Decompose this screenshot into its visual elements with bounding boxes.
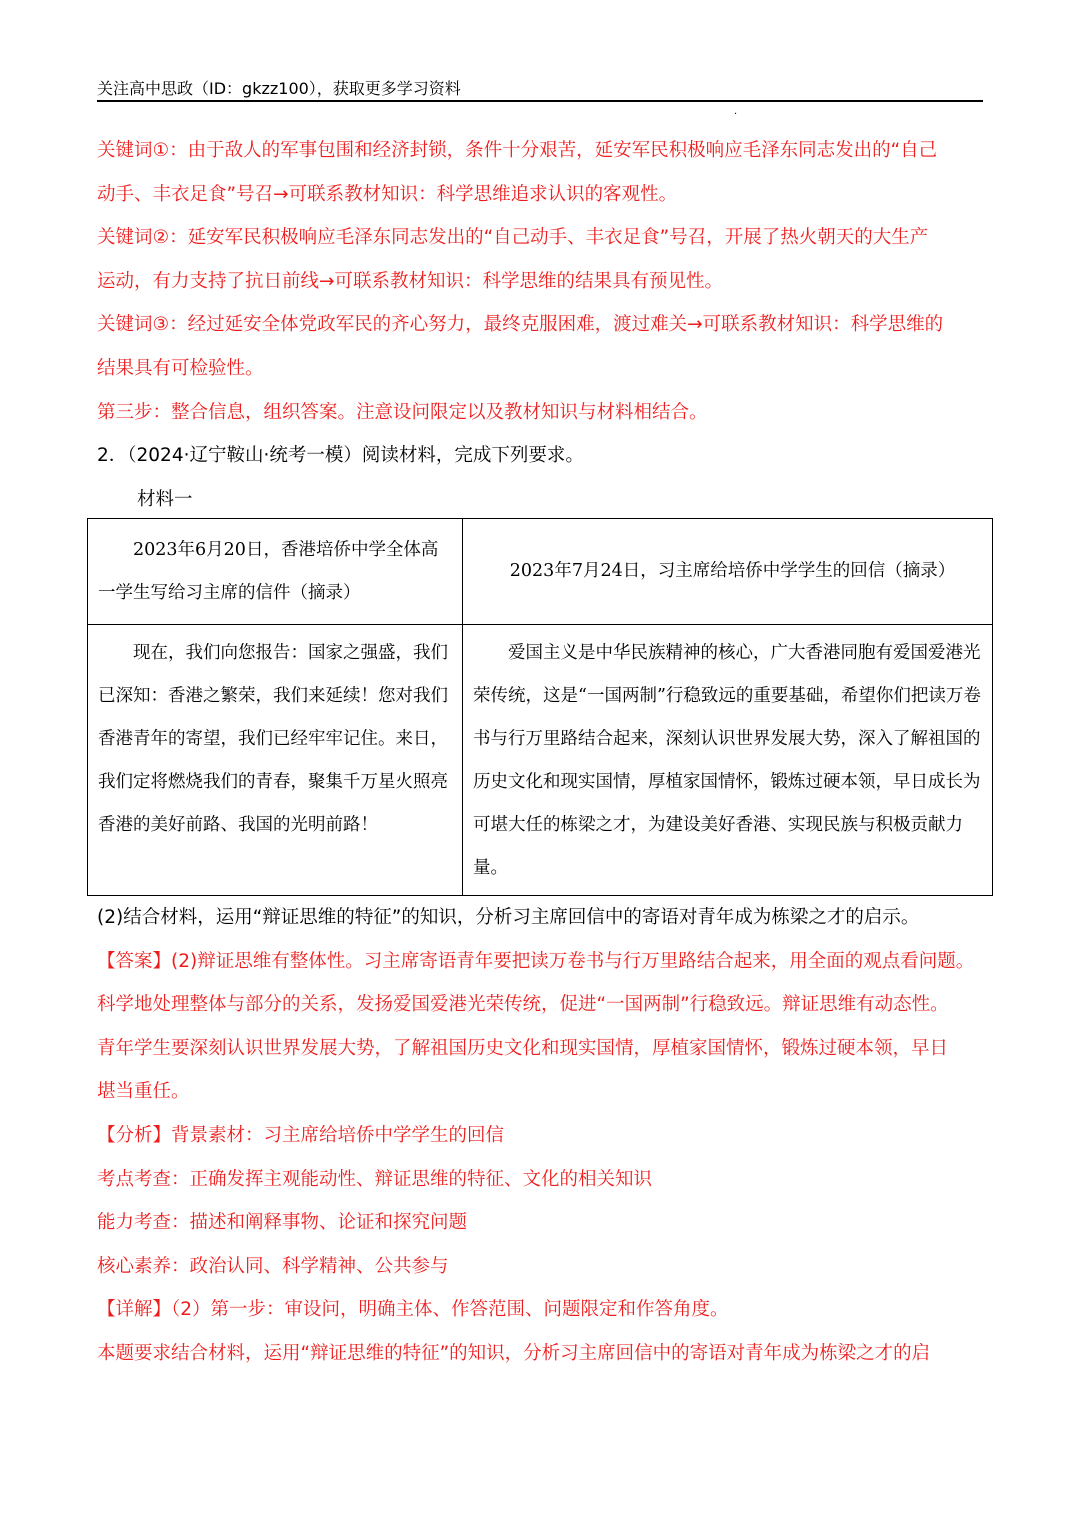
detail-step-one: 【详解】（2）第一步：审设问，明确主体、作答范围、问题限定和作答角度。	[97, 1299, 729, 1321]
left-body-cell: 现在，我们向您报告：国家之强盛，我们已深知：香港之繁荣，我们来延续！您对我们香港青年的寄望，我们已经牢牢记住。来日，我们定将燃烧我们的青春，聚集千万星火照亮香港的美好前路、我国的光明前路！	[88, 625, 463, 896]
analysis-points: 考点考查：正确发挥主观能动性、辩证思维的特征、文化的相关知识	[97, 1168, 653, 1190]
right-header-cell: 2023年7月24日，习主席给培侨中学学生的回信（摘录）	[463, 519, 993, 625]
table-body-row	[88, 625, 993, 896]
content-bottom	[97, 896, 987, 1376]
analysis-background: 【分析】背景素材：习主席给培侨中学学生的回信	[97, 1124, 505, 1146]
page-header: 关注高中思政（ID：gkzz100），获取更多学习资料	[97, 79, 461, 98]
question-2-title: 2．（2024·辽宁鞍山·统考一模）阅读材料，完成下列要求。	[97, 445, 584, 467]
header-divider	[97, 100, 983, 102]
keyword-1-line-1: 关键词①：由于敌人的军事包围和经济封锁，条件十分艰苦，延安军民积极响应毛泽东同志发出的“自己	[97, 140, 938, 161]
material-table	[87, 518, 993, 896]
step-three: 第三步：整合信息，组织答案。注意设问限定以及教材知识与材料相结合。	[97, 401, 708, 423]
answer-line-1: 【答案】(2)辩证思维有整体性。习主席寄语青年要把读万卷书与行万里路结合起来，用全面的观点看问题。	[97, 950, 975, 972]
material-label: 材料一	[137, 488, 193, 510]
content-top	[97, 129, 987, 521]
answer-line-3: 青年学生要深刻认识世界发展大势，了解祖国历史文化和现实国情，厚植家国情怀，锻炼过硬本领，早日	[97, 1037, 949, 1059]
keyword-3-line-1: 关键词③：经过延安全体党政军民的齐心努力，最终克服困难，渡过难关→可联系教材知识：科学思维的	[97, 314, 944, 336]
keyword-3-line-2: 结果具有可检验性。	[97, 357, 264, 379]
keyword-2-line-1: 关键词②：延安军民积极响应毛泽东同志发出的“自己动手、丰衣足食”号召，开展了热火朝天的大生产	[97, 227, 929, 249]
analysis-ability: 能力考查：描述和阐释事物、论证和探究问题	[97, 1212, 468, 1234]
detail-requirement: 本题要求结合材料，运用“辩证思维的特征”的知识，分析习主席回信中的寄语对青年成为栋梁之才的启	[97, 1342, 931, 1364]
table-header-row	[88, 519, 993, 625]
keyword-1-line-2: 动手、丰衣足食”号召→可联系教材知识：科学思维追求认识的客观性。	[97, 183, 678, 205]
stray-dot: ·	[734, 109, 738, 120]
analysis-literacy: 核心素养：政治认同、科学精神、公共参与	[97, 1255, 449, 1277]
right-body-cell: 爱国主义是中华民族精神的核心，广大香港同胞有爱国爱港光荣传统，这是“一国两制”行稳致远的重要基础，希望你们把读万卷书与行万里路结合起来，深刻认识世界发展大势，深入了解祖国的历史文化和现实国情，厚植家国情怀，锻炼过硬本领，早日成长为可堪大任的栋梁之才，为建设美好香港、实现民族与积极贡献力量。	[463, 625, 993, 896]
answer-line-2: 科学地处理整体与部分的关系，发扬爱国爱港光荣传统，促进“一国两制”行稳致远。辩证思维有动态性。	[97, 994, 949, 1016]
sub-question-2: (2)结合材料，运用“辩证思维的特征”的知识，分析习主席回信中的寄语对青年成为栋梁之才的启示。	[97, 907, 920, 928]
keyword-2-line-2: 运动，有力支持了抗日前线→可联系教材知识：科学思维的结果具有预见性。	[97, 270, 724, 292]
left-header-cell: 2023年6月20日，香港培侨中学全体高一学生写给习主席的信件（摘录）	[88, 519, 463, 625]
answer-line-4: 堪当重任。	[97, 1081, 190, 1103]
